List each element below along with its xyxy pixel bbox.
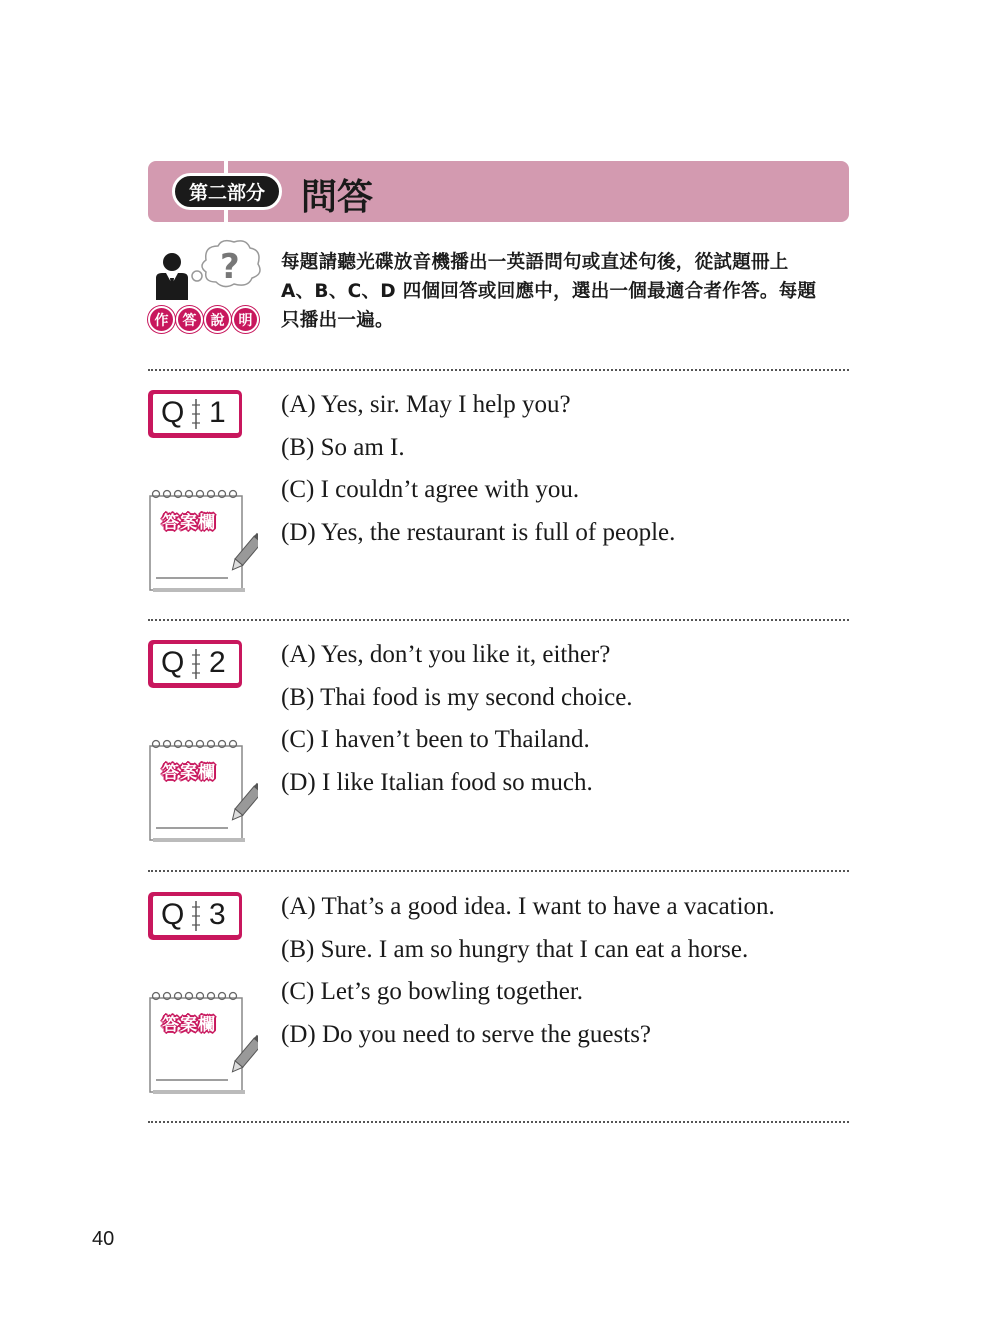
answer-box-label: 答案欄 bbox=[162, 763, 216, 783]
option-b: (B) Thai food is my second choice. bbox=[281, 683, 633, 711]
option-c: (C) I couldn’t agree with you. bbox=[281, 476, 580, 503]
instructions-text bbox=[281, 248, 856, 335]
option-a: (A) Yes, sir. May I help you? bbox=[281, 391, 571, 418]
section-title: 問答 bbox=[301, 177, 374, 218]
binder-ring-icon bbox=[190, 647, 202, 681]
option-a: (A) That’s a good idea. I want to have a vacation. bbox=[281, 893, 775, 920]
question-number-tag bbox=[148, 892, 242, 940]
option-d: (D) I like Italian food so much. bbox=[281, 768, 593, 796]
instructions-line: 只播出一遍。 bbox=[281, 310, 394, 331]
option-b: (B) Sure. I am so hungry that I can eat a horse. bbox=[281, 935, 749, 963]
svg-text:?: ? bbox=[220, 247, 240, 287]
option-b: (B) So am I. bbox=[281, 433, 405, 461]
answer-options bbox=[281, 886, 851, 1056]
question-letter: Q bbox=[161, 898, 185, 931]
question-number-tag bbox=[148, 640, 242, 688]
binder-ring-icon bbox=[190, 899, 202, 933]
question-1 bbox=[148, 390, 849, 610]
instructions-badges bbox=[148, 306, 259, 333]
instructions-icon bbox=[148, 238, 266, 336]
dotted-divider bbox=[148, 619, 849, 621]
instructions-line: 每題請聽光碟放音機播出一英語問句或直述句後，從試題冊上 bbox=[281, 252, 789, 273]
dotted-divider bbox=[148, 870, 849, 872]
option-d: (D) Yes, the restaurant is full of people. bbox=[281, 518, 676, 546]
question-number: 1 bbox=[209, 396, 226, 429]
option-c: (C) Let’s go bowling together. bbox=[281, 978, 584, 1005]
option-a: (A) Yes, don’t you like it, either? bbox=[281, 641, 611, 668]
section-header bbox=[148, 161, 849, 222]
answer-options bbox=[281, 384, 851, 554]
answer-box-label: 答案欄 bbox=[162, 513, 216, 533]
notepad-icon bbox=[148, 990, 258, 1098]
answer-box[interactable] bbox=[148, 488, 258, 596]
notepad-icon bbox=[148, 738, 258, 846]
dotted-divider bbox=[148, 369, 849, 371]
instructions-badge: 明 bbox=[232, 306, 259, 333]
option-c: (C) I haven’t been to Thailand. bbox=[281, 726, 590, 753]
question-letter: Q bbox=[161, 396, 185, 429]
question-number: 3 bbox=[209, 898, 226, 931]
instructions-badge: 說 bbox=[204, 306, 231, 333]
question-3 bbox=[148, 892, 849, 1112]
instructions-badge: 答 bbox=[176, 306, 203, 333]
person-thinking-icon bbox=[148, 238, 266, 308]
page-number: 40 bbox=[92, 1228, 115, 1250]
answer-box-label: 答案欄 bbox=[162, 1015, 216, 1035]
instructions-line: A、B、C、D 四個回答或回應中，選出一個最適合者作答。每題 bbox=[281, 281, 817, 302]
instructions-badge: 作 bbox=[148, 306, 175, 333]
question-letter: Q bbox=[161, 646, 185, 679]
answer-box[interactable] bbox=[148, 738, 258, 846]
binder-ring-icon bbox=[190, 397, 202, 431]
question-2 bbox=[148, 640, 849, 860]
notepad-icon bbox=[148, 488, 258, 596]
dotted-divider bbox=[148, 1121, 849, 1123]
question-number-tag bbox=[148, 390, 242, 438]
question-number: 2 bbox=[209, 646, 226, 679]
part-label: 第二部分 bbox=[172, 173, 282, 210]
option-d: (D) Do you need to serve the guests? bbox=[281, 1020, 652, 1048]
answer-box[interactable] bbox=[148, 990, 258, 1098]
answer-options bbox=[281, 634, 851, 804]
